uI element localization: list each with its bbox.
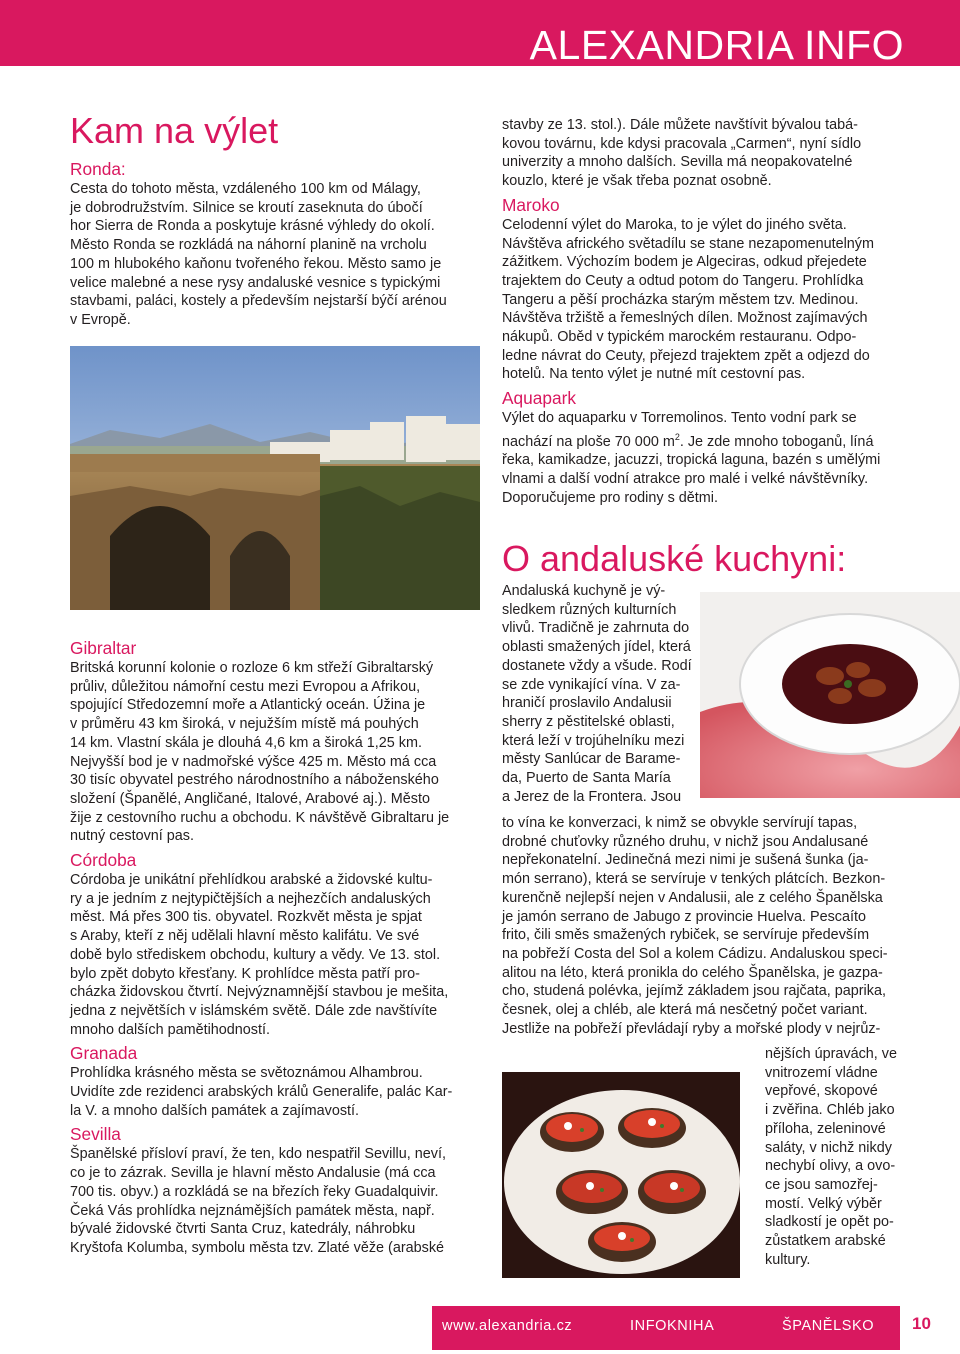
footer-infokniha-label: INFOKNIHA	[630, 1318, 715, 1334]
text-line: řeka, kamikadze, jacuzzi, tropická laguna, bazén s umělými	[502, 452, 881, 469]
text-line: vnitrozemí vládne	[765, 1064, 878, 1081]
text-line: 100 m hlubokého kaňonu tvořeného řekou. Město samo je	[70, 255, 442, 272]
text-line: je jamón serrano de Jabugo z provincie Huelva. Pescaíto	[502, 908, 866, 925]
text-line: món serrano), která se servíruje v tenkých plátcích. Bezkon-	[502, 871, 886, 888]
text-line: stavbami, paláci, kostely a především nejstarší býčí arénou	[70, 293, 447, 310]
ronda-text	[70, 180, 480, 330]
text-line: Córdoba je unikátní přehlídkou arabské a židovské kultu-	[70, 872, 433, 889]
right-upper-text	[502, 116, 912, 507]
text-line: žije z cestovního ruchu a obchodu. K návštěvě Gibraltaru je	[70, 809, 450, 826]
text-line: průliv, důležitou námořní cestu mezi Evropou a Afrikou,	[70, 678, 421, 695]
text-line: v Evropě.	[70, 311, 131, 328]
text-line: kovou továrnu, kde kdysi pracovala „Carmen“, nyní sídlo	[502, 135, 862, 152]
text-line: cho, studená polévka, jejímž základem jsou rajčata, paprika,	[502, 983, 886, 1000]
text-line: měst. Má přes 300 tis. obyvatel. Rozkvět města je spjat	[70, 909, 422, 926]
text-line: Jestliže na pobřeží převládají ryby a mořské plody v nejrůz-	[502, 1020, 881, 1037]
text-line: mostí. Velký výběr	[765, 1195, 882, 1212]
text-line: velice malebné a nese rysy andaluské vesnice s typickými	[70, 274, 441, 291]
text-line: Nejvyšší bod je v nadmořské výšce 425 m. Město má cca	[70, 753, 437, 770]
text-line: cházka židovskou čtvrtí. Nejvýznamnější stavbou je mešita,	[70, 984, 449, 1001]
aquapark-text	[502, 409, 912, 507]
text-line: Uvidíte zde rezidenci arabských králů Generalife, palác Kar-	[70, 1084, 453, 1101]
text-line: Cesta do tohoto města, vzdáleného 100 km od Málagy,	[70, 181, 421, 197]
cuisine-text-a	[502, 582, 702, 806]
meat-dish-photo	[700, 592, 960, 798]
aquapark-heading: Aquapark	[502, 388, 576, 409]
text-line: nepřekonatelní. Jedinečná mezi nimi je sušená šunka (ja-	[502, 852, 869, 869]
text-line: příloha, zeleninové	[765, 1120, 886, 1137]
text-line: vlnami a další vodní atrakce pro malé i velké návštěvníky.	[502, 471, 869, 488]
text-line: Tangeru a pěší procházka starým městem tzv. Medinou.	[502, 291, 859, 308]
text-line: Kryštofa Kolumba, symbolu města tzv. Zlaté věže (arabské	[70, 1239, 445, 1256]
text-line: bývalé židovské čtvrti Santa Cruz, katedrály, náhrobku	[70, 1221, 416, 1238]
text-line: kurenčně nejlepší nejen v Andalusii, ale z celého Španělska	[502, 889, 883, 906]
text-line: saláty, v nichž nikdy	[765, 1139, 892, 1156]
text-line: 700 tis. obyv.) a rozkládá se na březích řeky Guadalquivir.	[70, 1183, 439, 1200]
text-line: to vína ke konverzaci, k nimž se obvykle servírují tapas,	[502, 815, 858, 831]
cordoba-heading: Córdoba	[70, 850, 137, 871]
text-line: trajektem do Ceuty a odtud potom do Tangeru. Prohlídka	[502, 272, 864, 289]
text-line: která leží v trojúhelníku mezi	[502, 732, 685, 749]
text-line: alitou na léto, která pronikla do celého Španělska, je gazpa-	[502, 964, 883, 981]
section-title-cuisine: O andaluské kuchyni:	[502, 538, 847, 579]
text-line: nějších úpravách, ve	[765, 1046, 897, 1062]
granada-text	[70, 1064, 480, 1120]
page-number: 10	[912, 1314, 931, 1333]
brand-title: ALEXANDRIA INFO	[529, 22, 904, 68]
text-line: mnoho dalších pamětihodností.	[70, 1021, 270, 1038]
text-line: Doporučujeme pro rodiny s dětmi.	[502, 489, 718, 506]
text-line: kultury.	[765, 1251, 811, 1268]
sevilla-heading: Sevilla	[70, 1124, 121, 1145]
text-line: sladkostí je opět po-	[765, 1214, 894, 1231]
text-line: a Jerez de la Frontera. Jsou	[502, 788, 682, 805]
left-lower-text	[70, 637, 480, 1258]
maroko-text	[502, 216, 912, 384]
text-line: Návštěva afrického světadílu se stane nezapomenutelným	[502, 235, 874, 252]
text-line: i zvěřina. Chléb jako	[765, 1102, 895, 1119]
text-line: s Araby, kteří z něj udělali hlavní město kalifátu. Ve své	[70, 928, 420, 945]
text-line: univerzity a mnoho dalších. Sevilla má neopakovatelné	[502, 154, 853, 171]
text-line: Čeká Vás prohlídka nejznámějších památek města, např.	[70, 1202, 435, 1219]
text-line: době bylo střediskem obchodu, kultury a vědy. Ve 13. stol.	[70, 946, 441, 963]
text-line: spojující Středozemní moře a Atlantický oceán. Úžina je	[70, 697, 426, 714]
cordoba-text	[70, 871, 480, 1039]
text-line: hraničí proslavilo Andalusii	[502, 695, 672, 712]
text-line: ledne návrat do Ceuty, přejezd trajektem zpět a odjezd do	[502, 347, 870, 364]
text-line: vepřové, skopové	[765, 1083, 878, 1100]
text-line: ce jsou samozřej-	[765, 1176, 878, 1193]
text-line: Britská korunní kolonie o rozloze 6 km střeží Gibraltarský	[70, 660, 434, 676]
text-line: sledkem různých kulturních	[502, 601, 677, 618]
text-line: da, Puerto de Santa María	[502, 770, 671, 787]
text-line: bylo zpět dobyto křesťany. K prohlídce města patří pro-	[70, 965, 420, 982]
granada-heading: Granada	[70, 1043, 138, 1064]
text-line: zůstatkem arabské	[765, 1233, 886, 1250]
text-line: Španělské přísloví praví, že ten, kdo nespatřil Sevillu, neví,	[70, 1146, 446, 1163]
text-line: česnek, olej a chléb, ale která má nesčetný počet variant.	[502, 1002, 868, 1019]
footer-url-link[interactable]: www.alexandria.cz	[442, 1318, 573, 1334]
text-line: nutný cestovní pas.	[70, 828, 194, 845]
gibraltar-text	[70, 659, 480, 846]
text-line: ry a je jedním z nejtypičtějších a nejhezčích andaluských	[70, 890, 431, 907]
text-line: stavby ze 13. stol.). Dále můžete navštívit bývalou tabá-	[502, 117, 858, 133]
cuisine-text-c	[765, 1045, 915, 1269]
footer-bar	[432, 1306, 900, 1350]
text-line: 30 tisíc obyvatel pestrého národnostního a náboženského	[70, 772, 439, 789]
text-line: drobné chuťovky různého druhu, v nichž jsou Andalusané	[502, 833, 869, 850]
text-line: 14 km. Vlastní skála je dlouhá 4,6 km a široká 1,25 km.	[70, 734, 422, 751]
text-line: oblasti smažených jídel, která	[502, 639, 691, 656]
aquapark-line: Výlet do aquaparku v Torremolinos. Tento vodní park se	[502, 410, 857, 427]
text-line: hotelů. Na tento výlet je nutné mít cestovní pas.	[502, 366, 806, 383]
section-title-trips: Kam na výlet	[70, 110, 279, 151]
ronda-section	[70, 158, 480, 330]
text-line: Andaluská kuchyně je vý-	[502, 583, 666, 599]
text-line: městy Sanlúcar de Barame-	[502, 751, 681, 768]
text-line: vlivů. Tradičně je zahrnuta do	[502, 620, 690, 637]
text-line: Prohlídka krásného města se světoznámou Alhambrou.	[70, 1065, 423, 1082]
text-line: se zde vynikající vína. V za-	[502, 676, 681, 693]
text-line: v průměru 43 km široká, v nejužším místě má pouhých	[70, 716, 419, 733]
aquapark-line: nachází na ploše 70 000 $m^2$. Je zde mnoho toboganů, líná	[502, 431, 874, 450]
text-line: je dobrodružstvím. Silnice se kroutí zaseknuta do úbočí	[70, 199, 423, 216]
text-line: hor Sierra de Ronda a poskytuje krásné výhledy do okolí.	[70, 218, 435, 235]
gibraltar-heading: Gibraltar	[70, 638, 137, 658]
text-line: nechybí olivy, a ovo-	[765, 1158, 896, 1175]
sevilla-continued-text	[502, 116, 912, 191]
cuisine-text-b	[502, 814, 910, 1038]
text-line: zážitkem. Výchozím bodem je Algeciras, odkud přejedete	[502, 254, 867, 271]
text-line: nákupů. Oběd v typickém marockém restauranu. Odpo-	[502, 329, 857, 346]
text-line: Město Ronda se rozkládá na náhorní planině na vrcholu	[70, 237, 427, 254]
text-line: na pobřeží Costa del Sol a kolem Cádizu. Andaluskou speci-	[502, 945, 888, 962]
ronda-heading: Ronda:	[70, 159, 126, 179]
text-line: jedna z největších v islámském světě. Dále zde navštívíte	[70, 1002, 438, 1019]
eggplant-salad-photo	[502, 1072, 740, 1278]
maroko-heading: Maroko	[502, 194, 560, 215]
text-line: la V. a mnoho dalších památek a zajímavostí.	[70, 1102, 360, 1119]
text-line: frito, čili směs smažených rybiček, se servíruje především	[502, 927, 870, 944]
text-line: Celodenní výlet do Maroka, to je výlet do jiného světa.	[502, 216, 847, 233]
sevilla-text	[70, 1145, 480, 1257]
text-line: Návštěva tržiště a řemeslných dílen. Možnost zajímavých	[502, 310, 868, 327]
footer-country-label: ŠPANĚLSKO	[782, 1318, 875, 1334]
text-line: sherry z pěstitelské oblasti,	[502, 713, 675, 730]
text-line: dostanete vždy a všude. Rodí	[502, 657, 692, 674]
text-line: co je to zázrak. Sevilla je hlavní město Andalusie (má cca	[70, 1165, 436, 1182]
text-line: kouzlo, které je však třeba poznat osobně.	[502, 173, 772, 190]
ronda-bridge-photo	[70, 346, 480, 610]
text-line: složení (Španělé, Angličané, Italové, Arabové aj.). Město	[70, 790, 430, 807]
